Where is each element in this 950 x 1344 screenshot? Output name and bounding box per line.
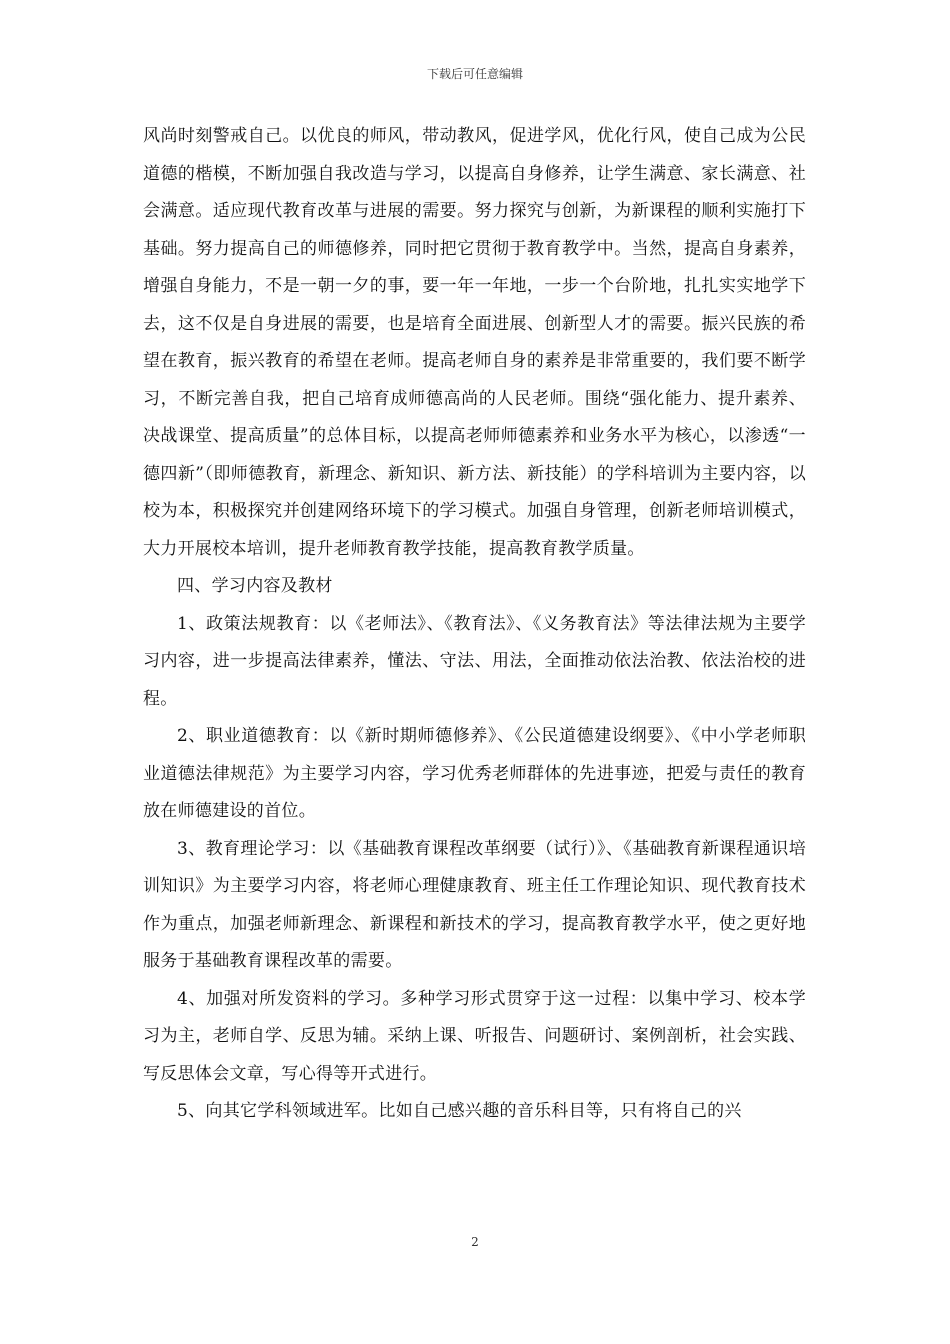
paragraph-item-4: 4、加强对所发资料的学习。多种学习形式贯穿于这一过程：以集中学习、校本学习为主，老师自学、反思为辅。采纳上课、听报告、问题研讨、案例剖析，社会实践、写反思体会文章，写心得等开式进行。	[143, 988, 806, 1084]
paragraph-item-2: 2、职业道德教育：以《新时期师德修养》、《公民道德建设纲要》、《中小学老师职业道德法律规范》为主要学习内容，学习优秀老师群体的先进事迹，把爱与责任的教育放在师德建设的首位。	[143, 726, 806, 821]
document-body	[143, 118, 806, 1131]
paragraph-intro: 风尚时刻警戒自己。以优良的师风，带动教风，促进学风，优化行风，使自己成为公民道德的楷模，不断加强自我改造与学习，以提高自身修养，让学生满意、家长满意、社会满意。适应现代教育改革与进展的需要。努力探究与创新，为新课程的顺利实施打下基础。努力提高自己的师德修养，同时把它贯彻于教育教学中。当然，提高自身素养，增强自身能力，不是一朝一夕的事，要一年一年地，一步一个台阶地，扎扎实实地学下去，这不仅是自身进展的需要，也是培育全面进展、创新型人才的需要。振兴民族的希望在教育，振兴教育的希望在老师。提高老师自身的素养是非常重要的，我们要不断学习，不断完善自我，把自己培育成师德高尚的人民老师。围绕“强化能力、提升素养、决战课堂、提高质量”的总体目标，以提高老师师德素养和业务水平为核心，以渗透“一德四新”（即师德教育，新理念、新知识、新方法、新技能）的学科培训为主要内容，以校为本，积极探究并创建网络环境下的学习模式。加强自身管理，创新老师培训模式，大力开展校本培训，提升老师教育教学技能，提高教育教学质量。	[143, 126, 806, 559]
paragraph-item-5: 5、向其它学科领域进军。比如自己感兴趣的音乐科目等，只有将自己的兴	[177, 1101, 742, 1121]
paragraph-item-3: 3、教育理论学习：以《基础教育课程改革纲要（试行）》、《基础教育新课程通识培训知识》为主要学习内容，将老师心理健康教育、班主任工作理论知识、现代教育技术作为重点，加强老师新理念、新课程和新技术的学习，提高教育教学水平，使之更好地服务于基础教育课程改革的需要。	[143, 838, 806, 971]
page-header: 下载后可任意编辑	[426, 67, 523, 81]
page-number: 2	[471, 1235, 479, 1249]
section-heading-study-content: 四、学习内容及教材	[177, 576, 333, 596]
paragraph-item-1: 1、政策法规教育：以《老师法》、《教育法》、《义务教育法》等法律法规为主要学习内容，进一步提高法律素养，懂法、守法、用法，全面推动依法治教、依法治校的进程。	[143, 613, 806, 709]
